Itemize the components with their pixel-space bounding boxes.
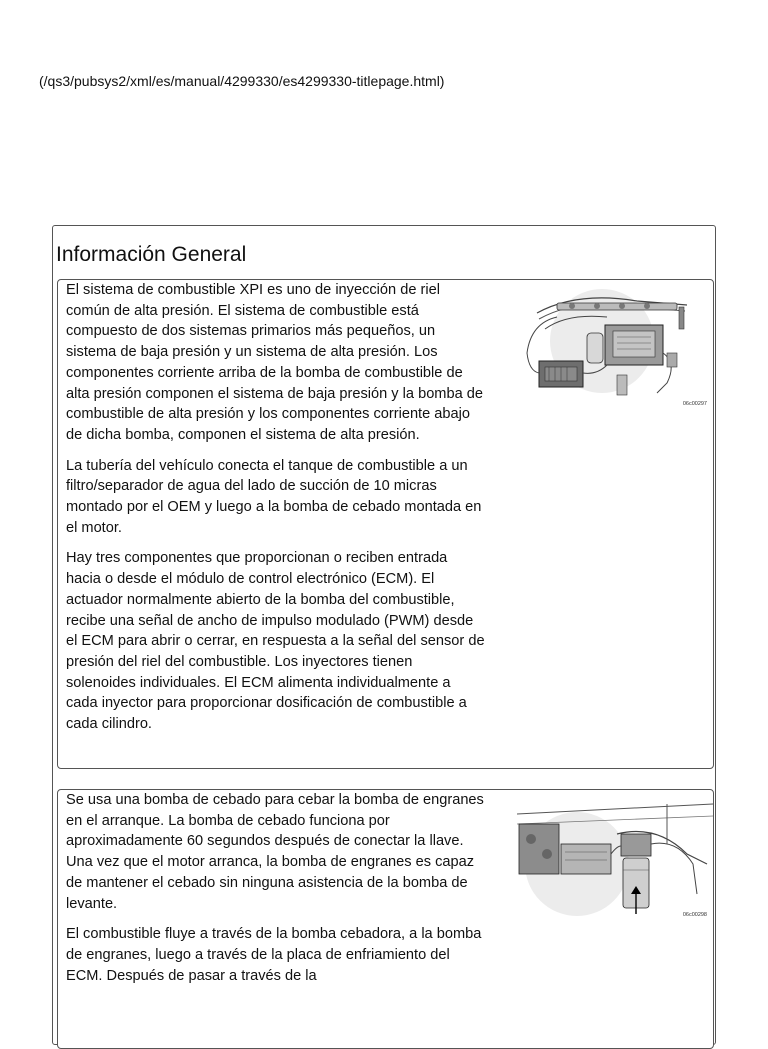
section-title: Información General [56,243,247,266]
paragraph: Hay tres componentes que proporcionan o reciben entrada hacia o desde el módulo de control electrónico (ECM). El actuador normalmente abierto de la bomba del combustible, recibe una señal de ancho de impulso modulado (PWM) desde el ECM para abrir o cerrar, en respuesta a la señal del sensor de presión del riel del combustible. Los inyectores tienen solenoides individuales. El ECM alimenta individualmente a cada inyector para proporcionar dosificación de combustible a cada cilindro. [66,550,485,733]
fuel-system-diagram-image [517,283,713,407]
priming-pump-image [517,794,713,918]
paragraph: El combustible fluye a través de la bomba cebadora, a la bomba de engranes, luego a través de la placa de enfriamiento del ECM. Después de pasar a través de la [66,926,482,984]
panel-2-text [66,790,486,996]
paragraph: La tubería del vehículo conecta el tanque de combustible a un filtro/separador de agua del lado de succión de 10 micras montado por el OEM y luego a la bomba de cebado montada en el motor. [66,457,482,536]
panel-1-text [66,280,486,745]
info-panel-1 [57,279,714,769]
figure-code: 06c00298 [682,912,707,918]
figure-code: 06c00297 [682,401,707,407]
info-panel-2 [57,789,714,1049]
paragraph: Se usa una bomba de cebado para cebar la bomba de engranes en el arranque. La bomba de cebado funciona por aproximadamente 60 segundos después de conectar la llave. Una vez que el motor arranca, la bomba de engranes es capaz de mantener el cebado sin ninguna asistencia de la bomba de levante. [66,792,484,912]
priming-pump-illustration [517,794,713,918]
paragraph: El sistema de combustible XPI es uno de inyección de riel común de alta presión. El sistema de combustible está compuesto de dos sistemas primarios más pequeños, un sistema de baja presión y un sistema de alta presión. Los componentes corriente arriba de la bomba de combustible de alta presión componen el sistema de baja presión y la bomba de combustible de alta presión y los componentes corriente abajo de dicha bomba, componen el sistema de alta presión. [66,282,483,443]
source-url-text: (/qs3/pubsys2/xml/es/manual/4299330/es4299330-titlepage.html) [39,73,445,89]
fuel-system-illustration [517,283,713,407]
